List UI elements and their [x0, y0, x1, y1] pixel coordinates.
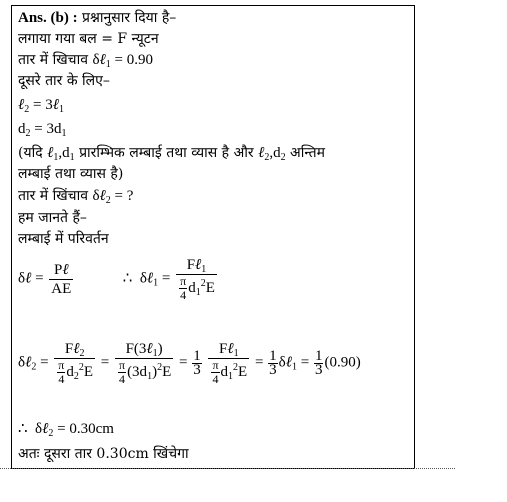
assumption-cont: लम्बाई तथा व्यास है) [18, 166, 124, 182]
unknown-strain-line: तार में खिंचाव δℓ$_2$ = ? [18, 188, 134, 206]
dotted-divider [0, 468, 455, 469]
strain-value: 0.90 [126, 52, 153, 68]
fraction-pl-ae: $\frac{\text{Pℓ}}{AE}$ [51, 261, 72, 297]
strain-formula: δℓ$_1$ = 0.90 [92, 52, 153, 70]
l2-factor: 3 [45, 97, 53, 113]
strain-text: तार में खिचाव [18, 52, 88, 68]
d2-relation: $d_2 = 3d_1$ [18, 121, 67, 139]
result-value: 0.30cm [69, 421, 114, 437]
l2-relation: ℓ$_2$ = 3ℓ$_1$ [18, 97, 64, 115]
second-wire-line: दूसरे तार के लिए– [18, 73, 110, 89]
applied-force-line: लगाया गया बल = F न्यूटन [18, 31, 159, 47]
assumption-open: (यदि [18, 145, 43, 161]
unknown-strain-text: तार में खिंचाव [18, 188, 88, 204]
assumption-mid: प्रारम्भिक लम्बाई तथा व्यास है और [79, 145, 254, 161]
strain-formula-general: δℓ = $\frac{\text{Pℓ}}{AE}$ ∴ δℓ$_1$ = Fℓ$_1$ $\frac{\pi}{4}$ $d_1^2E$ [18, 257, 215, 302]
assumption-end: अन्तिम [290, 145, 326, 161]
conclusion-line: अतः दूसरा तार 0.30cm खिंचेगा [18, 446, 189, 462]
strain-line [18, 51, 153, 69]
answer-label: Ans. (b) : [18, 10, 78, 26]
fraction-fl1: Fℓ$_1$ $\frac{\pi}{4}$ $d_1^2E$ [176, 256, 217, 302]
answer-heading [18, 9, 176, 27]
we-know-line: हम जानते हैं– [18, 210, 87, 226]
paren-value: (0.90) [324, 354, 361, 371]
length-change-line: लम्बाई में परिवर्तन [18, 231, 109, 247]
given-heading: प्रश्नानुसार दिया है– [82, 10, 177, 26]
unknown-value: ? [126, 188, 134, 204]
assumption-line: (यदि $\ell_1,d_1$ प्रारम्भिक लम्बाई तथा व्यास है और $\ell_2,d_2$ अन्तिम [18, 145, 326, 163]
strain-derivation: δℓ$_2$ = Fℓ$_2$ $\frac{\pi}{4}$ $d_2^2E$ = F(3ℓ$_1$) $\frac{\pi}{4}$ $(3d_1)^2E$ = $\frac{1}{3}$ Fℓ$_1$ $\frac{\pi}{4}$ $d_1^2E$ = $\frac{1}{3}$ δℓ$_1$ = $\frac{1}{3}$ (0.90) [18, 341, 361, 386]
result-formula: ∴ δℓ$_2$ = 0.30cm [18, 421, 114, 439]
d2-factor: 3 [46, 121, 54, 137]
